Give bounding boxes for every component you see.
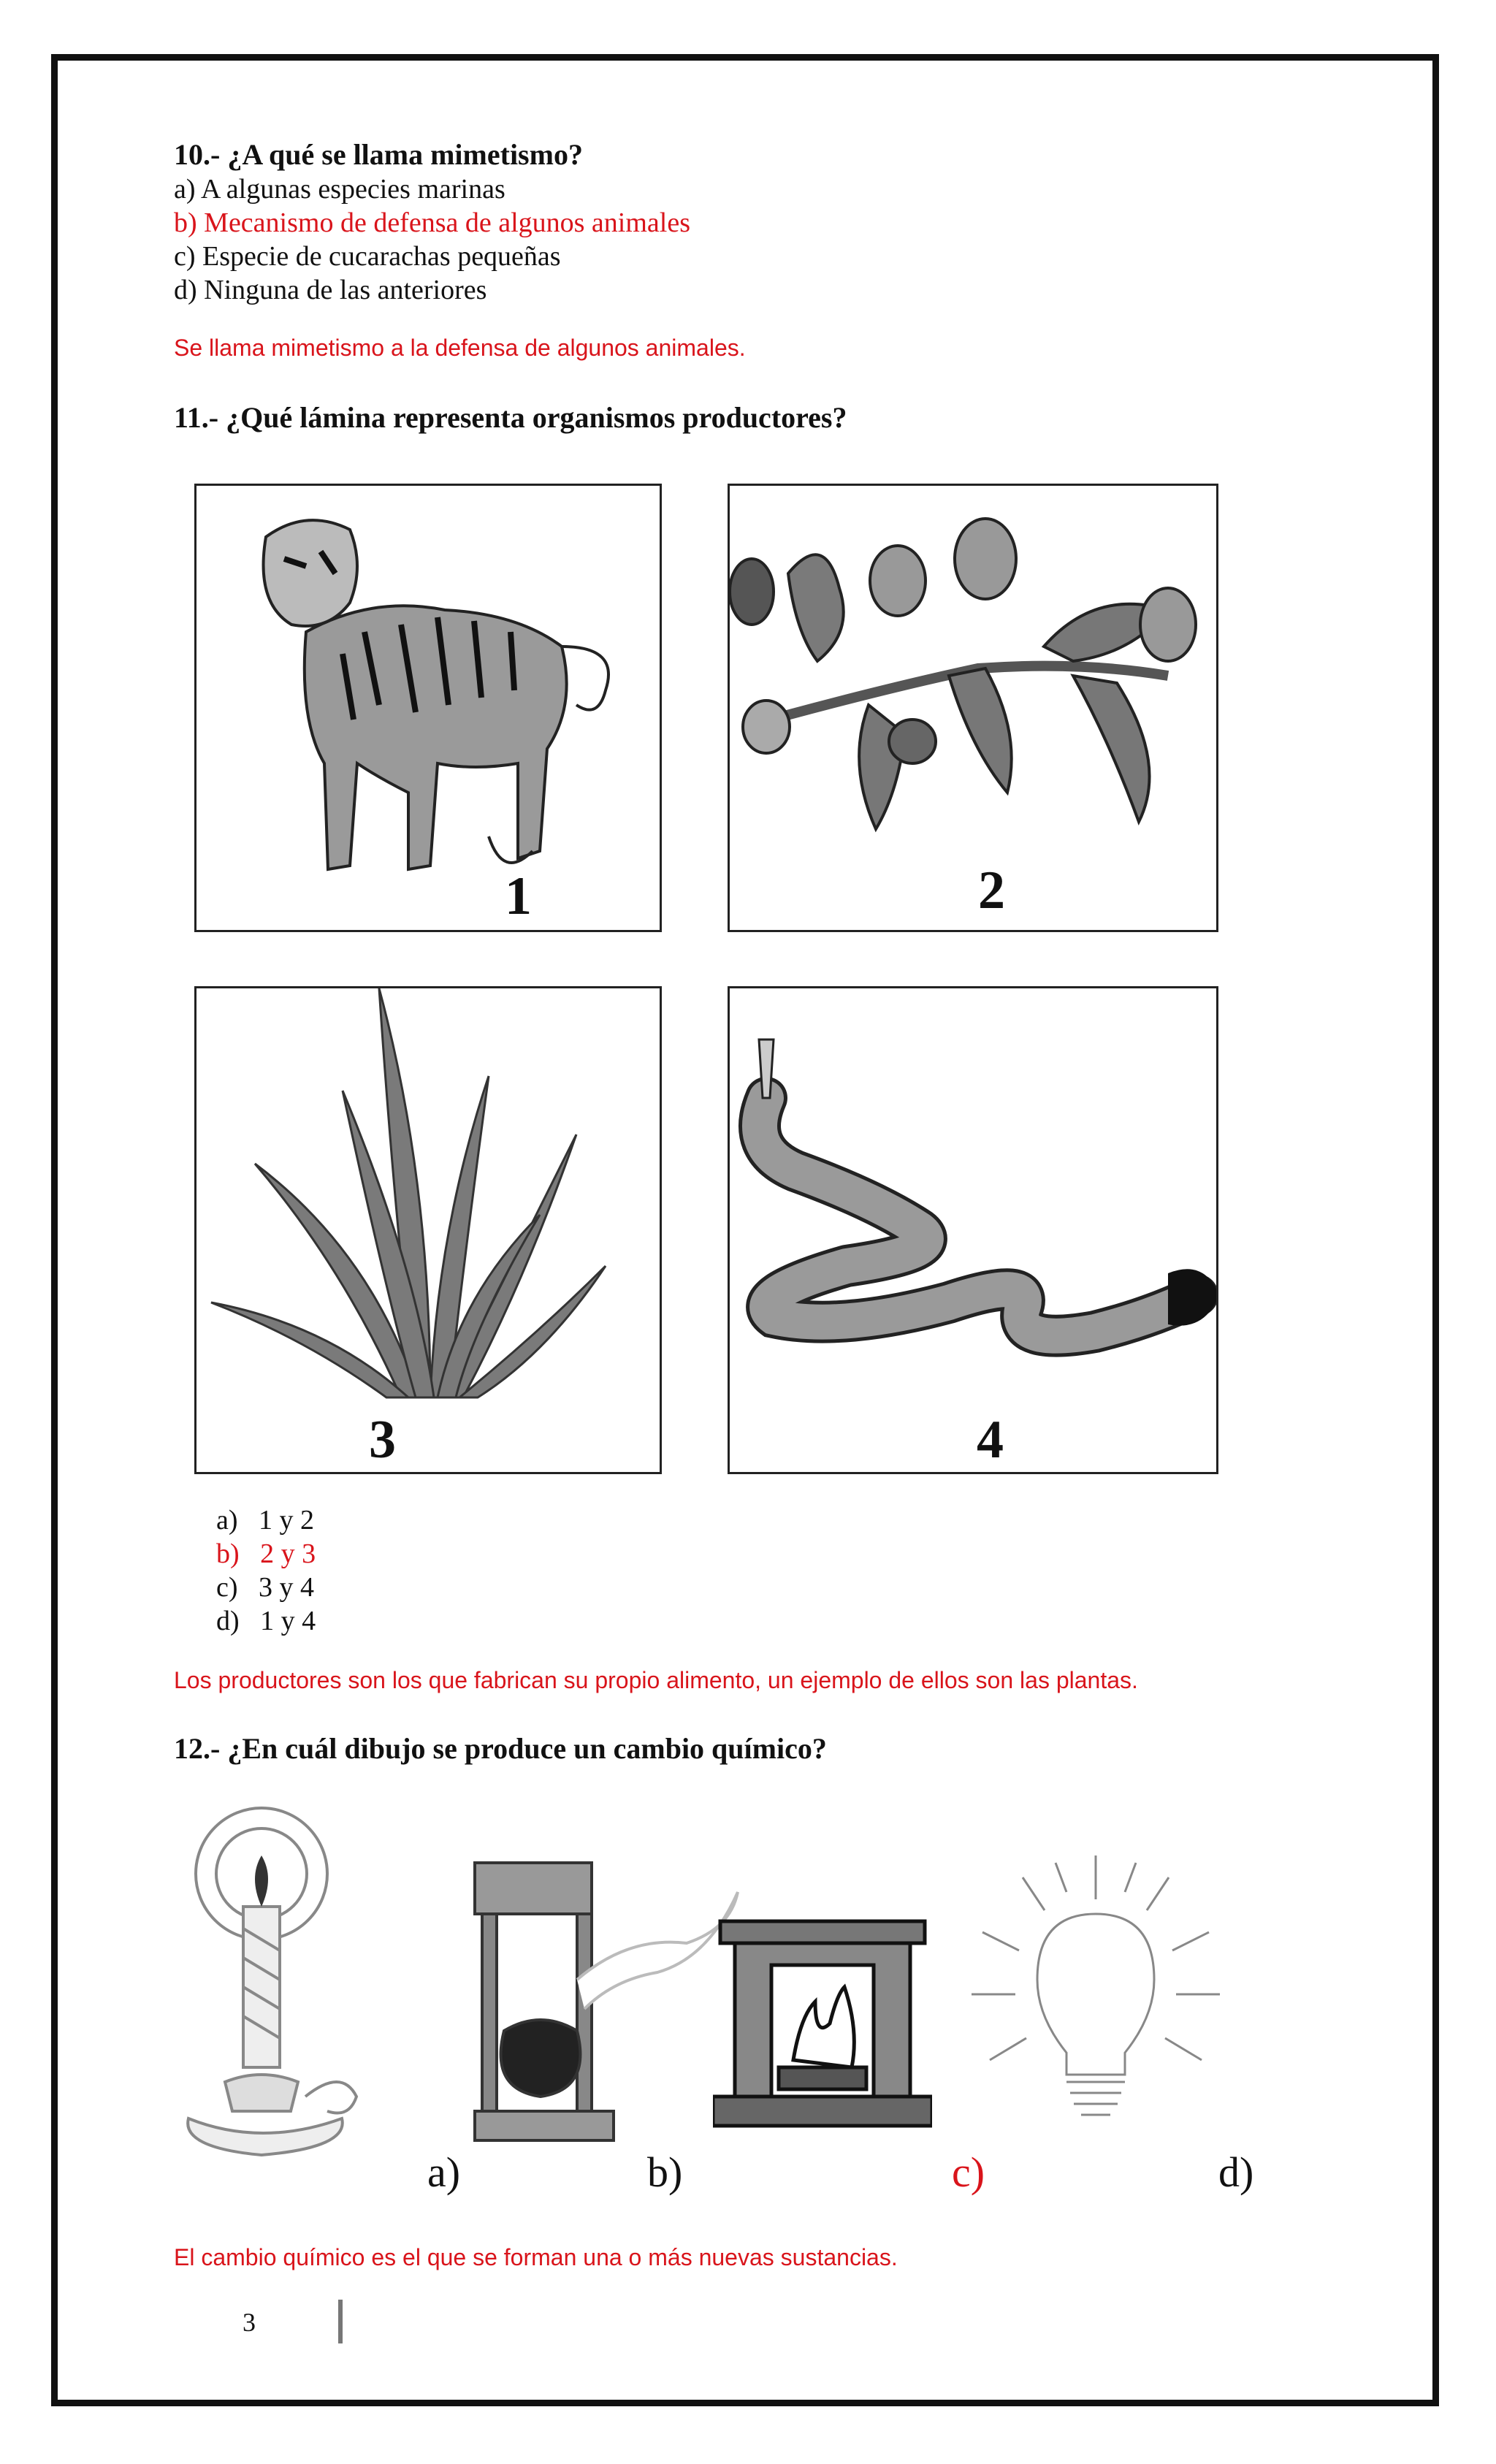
q11-option-a: a) 1 y 2 xyxy=(216,1505,315,1536)
q12-title: 12.- ¿En cuál dibujo se produce un cambio químico? xyxy=(174,1732,827,1765)
agave-plant-icon xyxy=(196,988,660,1472)
panel-2 xyxy=(728,484,1218,932)
q11-option-c: c) 3 y 4 xyxy=(216,1572,315,1603)
coffee-maker-icon xyxy=(468,1848,745,2184)
q12-explanation: El cambio químico es el que se forman una o más nuevas sustancias. xyxy=(174,2244,898,2270)
fireplace-icon xyxy=(713,1914,932,2133)
panel-4 xyxy=(728,986,1218,1474)
q11-title: 11.- ¿Qué lámina representa organismos productores? xyxy=(174,401,847,434)
rattlesnake-icon xyxy=(730,988,1216,1472)
panel-3 xyxy=(194,986,662,1474)
q12-choice-d: d) xyxy=(1218,2148,1254,2196)
q12-choice-a: a) xyxy=(427,2148,461,2196)
q10-explanation: Se llama mimetismo a la defensa de algunos animales. xyxy=(174,335,746,361)
q11-option-d: d) 1 y 4 xyxy=(216,1606,316,1636)
q10-option-b: b) Mecanismo de defensa de algunos animales xyxy=(174,207,690,238)
light-bulb-icon xyxy=(957,1855,1234,2140)
q10-option-a: a) A algunas especies marinas xyxy=(174,174,505,205)
panel-3-number: 3 xyxy=(369,1410,396,1470)
panel-1-number: 1 xyxy=(505,866,532,926)
q12-choice-b: b) xyxy=(647,2148,683,2196)
panel-1 xyxy=(194,484,662,932)
tiger-icon xyxy=(196,486,660,930)
page-number: 3 xyxy=(243,2308,256,2337)
panel-2-number: 2 xyxy=(978,861,1005,920)
panel-4-number: 4 xyxy=(977,1410,1004,1470)
footer-divider xyxy=(338,2300,343,2343)
q12-choice-c: c) xyxy=(952,2148,985,2196)
q11-option-b: b) 2 y 3 xyxy=(216,1538,316,1569)
q10-option-c: c) Especie de cucarachas pequeñas xyxy=(174,241,561,272)
oak-branch-icon xyxy=(730,486,1216,930)
q11-explanation: Los productores son los que fabrican su propio alimento, un ejemplo de ellos son las plantas. xyxy=(174,1667,1138,1693)
candle-icon xyxy=(174,1804,371,2162)
q10-option-d: d) Ninguna de las anteriores xyxy=(174,275,487,305)
q10-title: 10.- ¿A qué se llama mimetismo? xyxy=(174,138,583,171)
